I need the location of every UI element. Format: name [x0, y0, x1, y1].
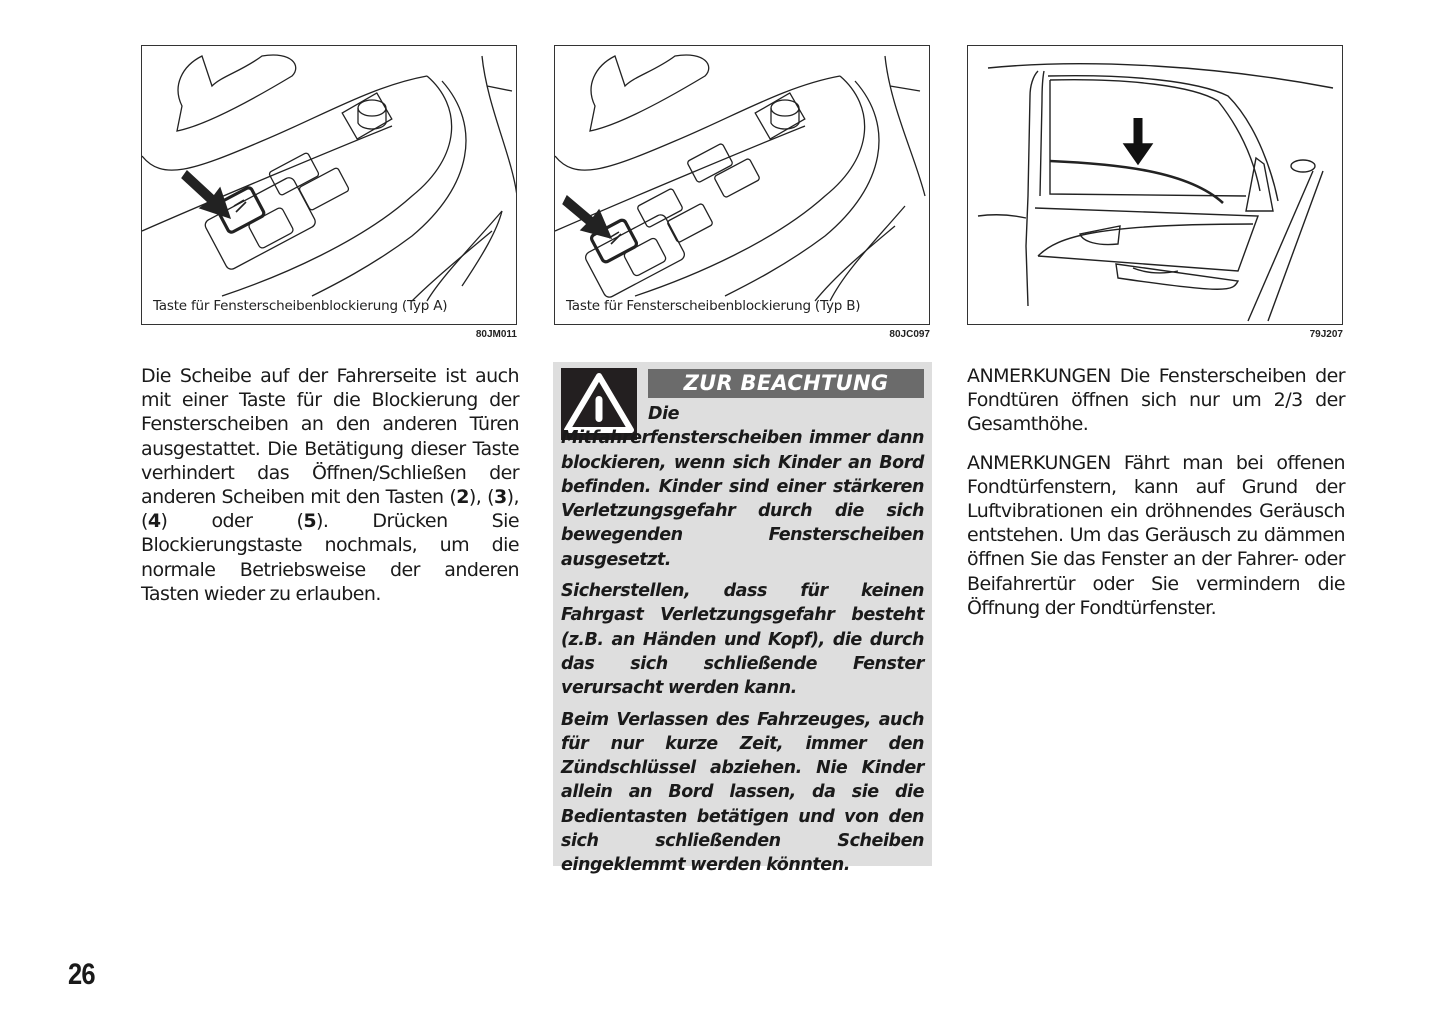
rear-door-window-illustration — [968, 46, 1343, 325]
switch-number-4: 4 — [147, 510, 161, 533]
warning-paragraph-1: Die Mitfahrerfensterscheiben immer dann blockieren, wenn sich Kinder an Bord befinden. Kinder sind einer stärkeren Verletzungsgefahr durch die sich bewegenden Fensterscheiben ausgesetzt. — [561, 404, 924, 570]
window-lock-switch-illustration — [142, 46, 517, 325]
figure-lock-switch-type-b — [554, 45, 930, 325]
note-wind-noise: ANMERKUNGEN Fährt man bei offenen Fondtürfenstern, kann auf Grund der Luftvibrationen ein dröhnendes Geräusch entstehen. Um das Geräusch zu dämmen öffnen Sie das Fenster an der Fahrer- oder Beifahrertür oder Sie vermindern die Öffnung der Fondtürfenster. — [967, 451, 1345, 619]
warning-box — [553, 362, 932, 876]
figure-code: 80JM011 — [475, 329, 517, 340]
figure-code: 80JC097 — [889, 329, 930, 340]
warning-title: ZUR BEACHTUNG — [648, 369, 924, 398]
warning-paragraph-3: Beim Verlassen des Fahrzeuges, auch für nur kurze Zeit, immer den Zündschlüssel abziehen. Nie Kinder allein an Bord lassen, da sie die Bedientasten betätigen und von den sich schließenden Scheiben eingeklemmt werden könnten. — [561, 709, 924, 876]
switch-number-3: 3 — [493, 486, 507, 509]
figure-caption: Taste für Fensterscheibenblockierung (Typ A) — [153, 298, 448, 314]
figure-code: 79J207 — [1309, 329, 1343, 340]
switch-number-2: 2 — [456, 486, 469, 509]
note-rear-window-height: ANMERKUNGEN Die Fensterscheiben der Fondtüren öffnen sich nur um 2/3 der Gesamthöhe. — [967, 365, 1345, 436]
lock-switch-description: Die Scheibe auf der Fahrerseite ist auch mit einer Taste für die Blockierung der Fensterscheiben an den anderen Türen ausgestattet. Die Betätigung dieser Taste verhindert das Öffnen/Schließen der anderen Scheiben mit den Tasten (2), (3), (4) oder (5). Drücken Sie Blockierungstaste nochmals, um die normale Betriebsweise der anderen Tasten wieder zu erlauben. — [141, 365, 519, 605]
left-column — [141, 364, 519, 620]
figure-caption: Taste für Fensterscheibenblockierung (Typ B) — [566, 298, 861, 314]
page-number: 26 — [68, 958, 95, 991]
warning-paragraph-2: Sicherstellen, dass für keinen Fahrgast Verletzungsgefahr besteht (z.B. an Händen und Kopf), die durch das sich schließende Fenster verursacht werden kann. — [561, 581, 924, 699]
warning-body — [561, 402, 924, 885]
right-column — [967, 364, 1345, 634]
window-lock-switch-illustration — [555, 46, 930, 325]
figure-lock-switch-type-a — [141, 45, 517, 325]
figure-rear-door-window — [967, 45, 1343, 325]
switch-number-5: 5 — [303, 510, 317, 533]
